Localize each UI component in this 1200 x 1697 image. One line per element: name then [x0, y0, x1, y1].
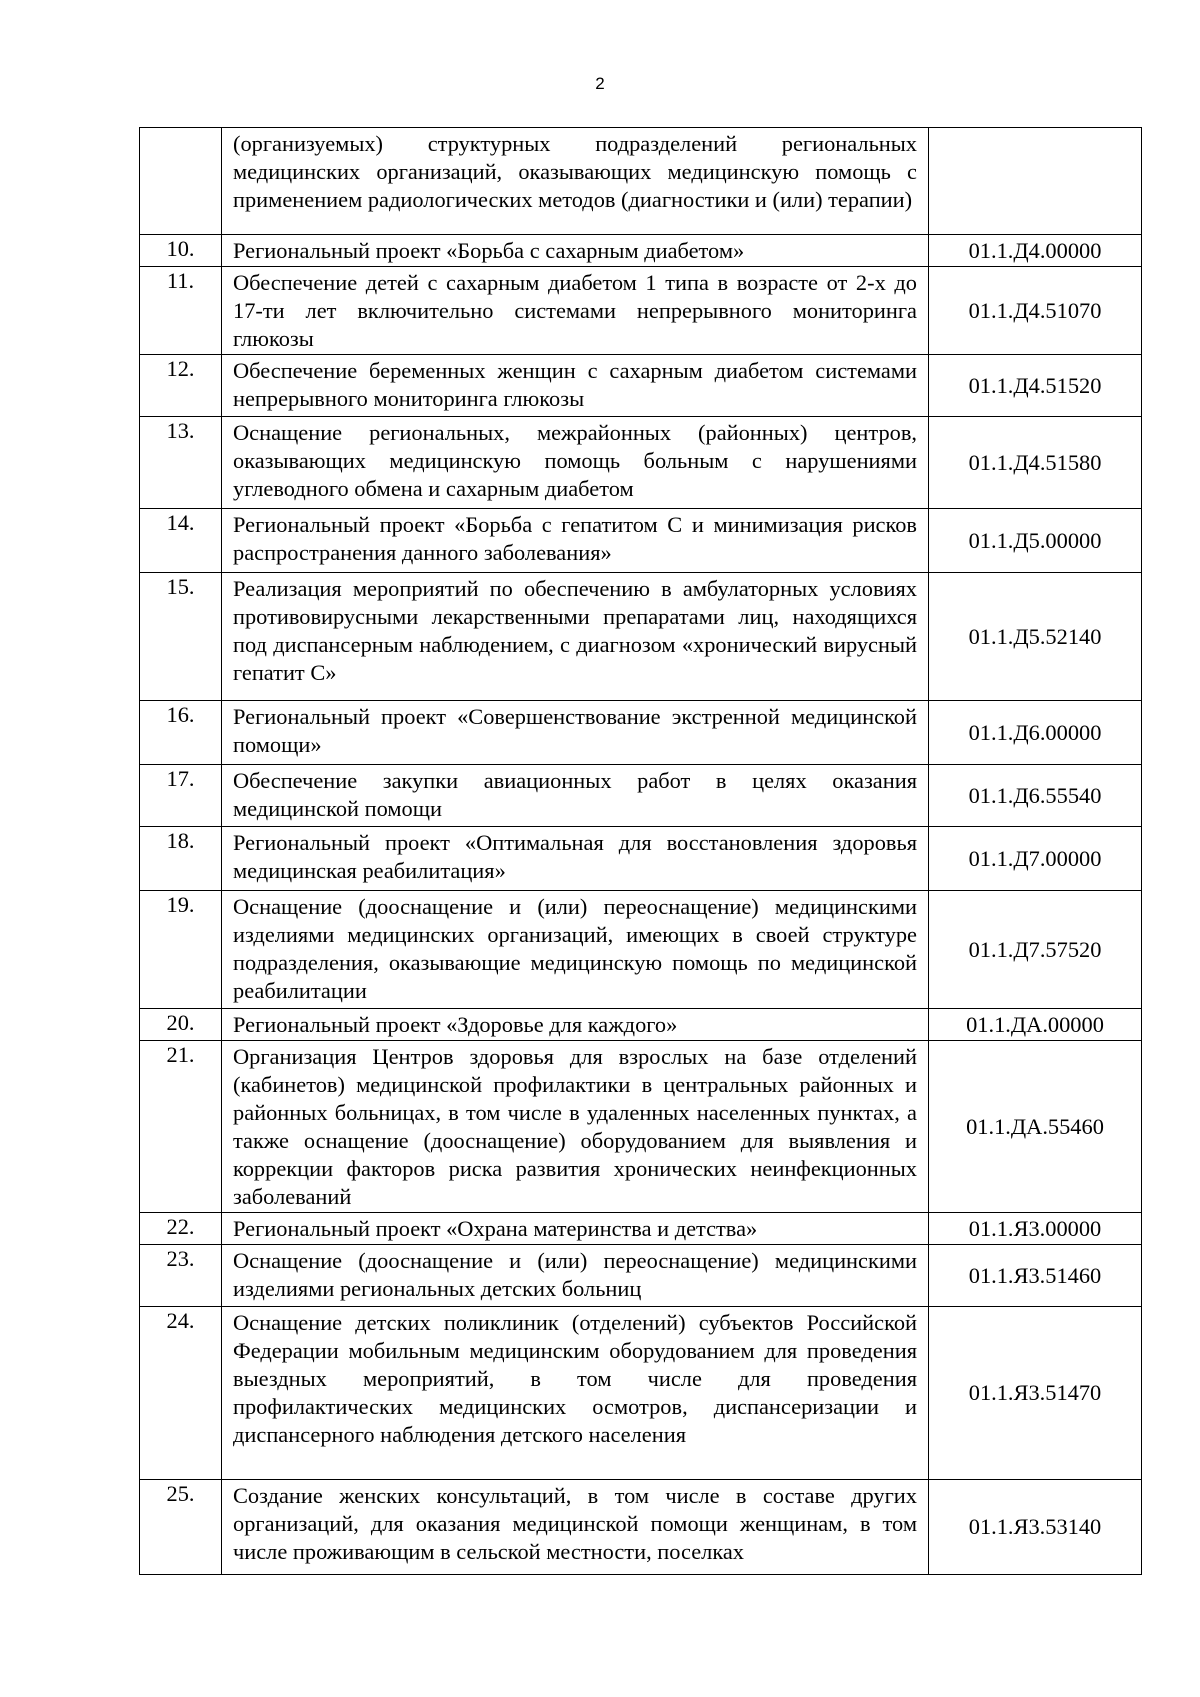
row-code: 01.1.Д6.00000 [929, 701, 1142, 765]
row-code: 01.1.Д6.55540 [929, 765, 1142, 827]
table-row [140, 417, 1142, 509]
table-row [140, 355, 1142, 417]
row-description: (организуемых) структурных подразделений региональных медицинских организаций, оказывающих медицинскую помощь с применением радиологических методов (диагностики и (или) терапии) [222, 128, 929, 235]
row-code: 01.1.Я3.51470 [929, 1307, 1142, 1480]
row-code: 01.1.Д7.00000 [929, 827, 1142, 891]
table-row [140, 1009, 1142, 1041]
table-row [140, 827, 1142, 891]
row-code: 01.1.Д4.51580 [929, 417, 1142, 509]
table-row [140, 1480, 1142, 1575]
table-row [140, 765, 1142, 827]
row-number: 14. [140, 509, 222, 573]
row-description: Реализация мероприятий по обеспечению в амбулаторных условиях противовирусными лекарственными препаратами лиц, находящихся под диспансерным наблюдением, с диагнозом «хронический вирусный гепатит С» [222, 573, 929, 701]
row-number: 12. [140, 355, 222, 417]
row-number: 21. [140, 1041, 222, 1213]
row-code: 01.1.Я3.51460 [929, 1245, 1142, 1307]
row-code: 01.1.Д5.52140 [929, 573, 1142, 701]
row-description: Обеспечение закупки авиационных работ в целях оказания медицинской помощи [222, 765, 929, 827]
row-code: 01.1.ДА.00000 [929, 1009, 1142, 1041]
row-description: Региональный проект «Совершенствование экстренной медицинской помощи» [222, 701, 929, 765]
row-description: Региональный проект «Охрана материнства и детства» [222, 1213, 929, 1245]
row-number: 17. [140, 765, 222, 827]
row-code: 01.1.Я3.53140 [929, 1480, 1142, 1575]
row-number: 11. [140, 267, 222, 355]
table-row [140, 701, 1142, 765]
row-description: Региональный проект «Оптимальная для восстановления здоровья медицинская реабилитация» [222, 827, 929, 891]
table-row [140, 1307, 1142, 1480]
row-number: 16. [140, 701, 222, 765]
row-description: Региональный проект «Здоровье для каждого» [222, 1009, 929, 1041]
row-number: 25. [140, 1480, 222, 1575]
row-code [929, 128, 1142, 235]
row-code: 01.1.Д4.51520 [929, 355, 1142, 417]
row-number: 24. [140, 1307, 222, 1480]
row-number: 20. [140, 1009, 222, 1041]
row-description: Обеспечение беременных женщин с сахарным диабетом системами непрерывного мониторинга глюкозы [222, 355, 929, 417]
row-code: 01.1.ДА.55460 [929, 1041, 1142, 1213]
row-number: 22. [140, 1213, 222, 1245]
row-number: 19. [140, 891, 222, 1009]
table-row [140, 1245, 1142, 1307]
table-row [140, 267, 1142, 355]
row-code: 01.1.Д5.00000 [929, 509, 1142, 573]
row-number: 10. [140, 235, 222, 267]
row-description: Региональный проект «Борьба с сахарным диабетом» [222, 235, 929, 267]
table-row [140, 235, 1142, 267]
document-table [139, 127, 1142, 1575]
table-row [140, 128, 1142, 235]
row-number: 15. [140, 573, 222, 701]
row-description: Оснащение (дооснащение и (или) переоснащение) медицинскими изделиями медицинских организаций, имеющих в своей структуре подразделения, оказывающие медицинскую помощь по медицинской реабилитации [222, 891, 929, 1009]
row-description: Оснащение региональных, межрайонных (районных) центров, оказывающих медицинскую помощь больным с нарушениями углеводного обмена и сахарным диабетом [222, 417, 929, 509]
table-row [140, 1213, 1142, 1245]
row-description: Организация Центров здоровья для взрослых на базе отделений (кабинетов) медицинской профилактики в центральных районных и районных больницах, в том числе в удаленных населенных пунктах, а также оснащение (дооснащение) оборудованием для выявления и коррекции факторов риска развития хронических неинфекционных заболеваний [222, 1041, 929, 1213]
row-description: Оснащение детских поликлиник (отделений) субъектов Российской Федерации мобильным медицинским оборудованием для проведения выездных мероприятий, в том числе для проведения профилактических медицинских осмотров, диспансеризации и диспансерного наблюдения детского населения [222, 1307, 929, 1480]
row-number [140, 128, 222, 235]
table-row [140, 573, 1142, 701]
row-number: 23. [140, 1245, 222, 1307]
row-number: 18. [140, 827, 222, 891]
row-code: 01.1.Я3.00000 [929, 1213, 1142, 1245]
row-description: Обеспечение детей с сахарным диабетом 1 типа в возрасте от 2-х до 17-ти лет включительно системами непрерывного мониторинга глюкозы [222, 267, 929, 355]
table-row [140, 1041, 1142, 1213]
row-number: 13. [140, 417, 222, 509]
table-row [140, 509, 1142, 573]
row-description: Оснащение (дооснащение и (или) переоснащение) медицинскими изделиями региональных детских больниц [222, 1245, 929, 1307]
page-number: 2 [595, 74, 605, 93]
row-code: 01.1.Д4.00000 [929, 235, 1142, 267]
row-code: 01.1.Д7.57520 [929, 891, 1142, 1009]
row-code: 01.1.Д4.51070 [929, 267, 1142, 355]
row-description: Региональный проект «Борьба с гепатитом С и минимизация рисков распространения данного заболевания» [222, 509, 929, 573]
row-description: Создание женских консультаций, в том числе в составе других организаций, для оказания медицинской помощи женщинам, в том числе проживающим в сельской местности, поселках [222, 1480, 929, 1575]
table-row [140, 891, 1142, 1009]
